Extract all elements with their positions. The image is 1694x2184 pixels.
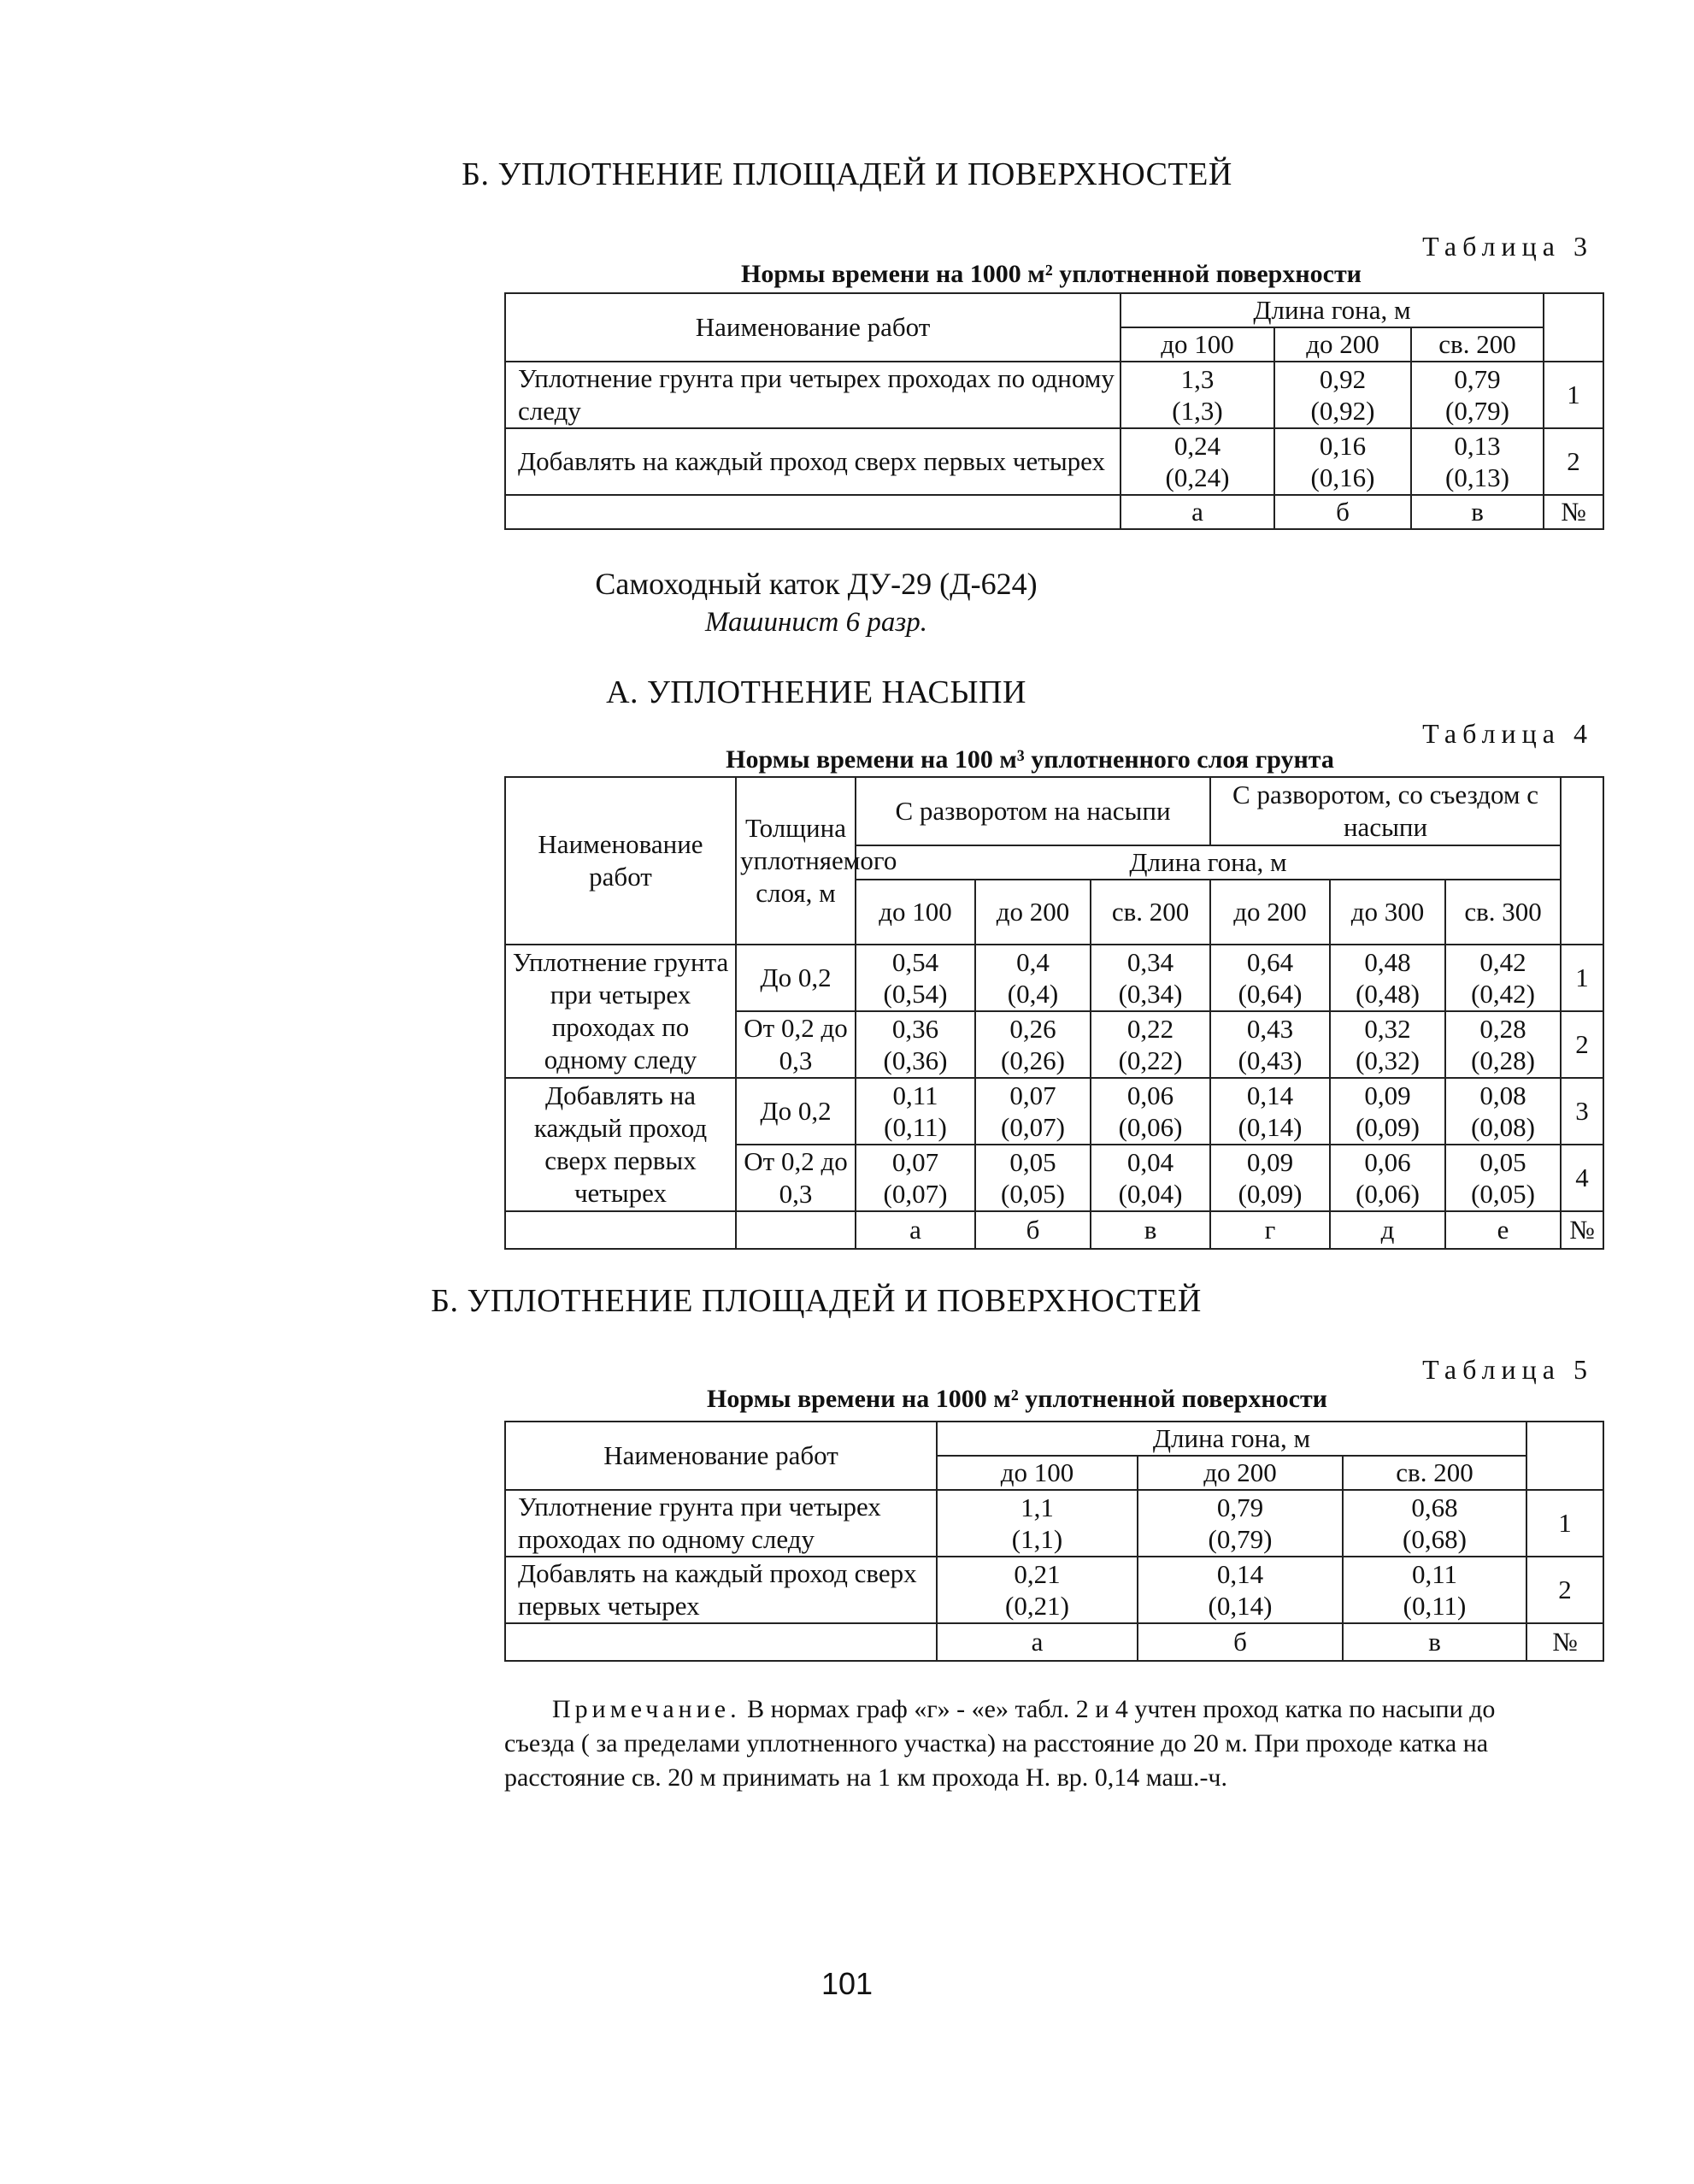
table4-cell: 0,04 (0,04) (1091, 1145, 1210, 1211)
table4-cell: 0,48 (0,48) (1330, 945, 1445, 1011)
table4-cell: 0,54 (0,54) (856, 945, 975, 1011)
table4-cell: 0,26 (0,26) (975, 1011, 1091, 1078)
table3-num-label: № (1544, 495, 1603, 529)
table4-cell: 0,06 (0,06) (1091, 1078, 1210, 1145)
table4-cell: 0,34 (0,34) (1091, 945, 1210, 1011)
table4-header-name: Наименование работ (505, 777, 736, 945)
table3-row-name: Добавлять на каждый проход сверх первых четырех (505, 428, 1121, 495)
table3-cell: 0,24 (0,24) (1121, 428, 1274, 495)
table4-cell: 0,42 (0,42) (1445, 945, 1561, 1011)
table5-cell: 1,1 (1,1) (937, 1490, 1138, 1557)
table5-caption: Нормы времени на 1000 м² уплотненной поверхности (707, 1385, 1327, 1413)
table4-caption: Нормы времени на 100 м³ уплотненного слоя грунта (726, 745, 1334, 774)
table5-col-1: до 100 (937, 1456, 1138, 1490)
table4-row-num: 2 (1561, 1011, 1603, 1078)
note (504, 1692, 1547, 1795)
table4-thick: До 0,2 (736, 945, 856, 1011)
table3-row-num: 1 (1544, 362, 1603, 428)
table4-letters-blank (505, 1211, 736, 1249)
table4-col-4: до 200 (1210, 880, 1330, 945)
table4 (504, 776, 1604, 1250)
machine-name: Самоходный каток ДУ-29 (Д-624) (595, 567, 1038, 601)
table4-col-1: до 100 (856, 880, 975, 945)
table5-row-name: Уплотнение грунта при четырех проходах по одному следу (505, 1490, 937, 1557)
table5-letter: в (1343, 1623, 1526, 1661)
table4-letter: г (1210, 1211, 1330, 1249)
table5-row-name: Добавлять на каждый проход сверх первых четырех (505, 1557, 937, 1623)
table3-cell: 0,92 (0,92) (1274, 362, 1411, 428)
table5-letter: а (937, 1623, 1138, 1661)
table4-letter: е (1445, 1211, 1561, 1249)
table5-letter: б (1138, 1623, 1343, 1661)
table4-group-name: Уплотнение грунта при четырех проходах по одному следу (505, 945, 736, 1078)
table4-cell: 0,07 (0,07) (856, 1145, 975, 1211)
table3-letters-blank (505, 495, 1121, 529)
table3-cell: 0,13 (0,13) (1411, 428, 1544, 495)
table3-cell: 1,3 (1,3) (1121, 362, 1274, 428)
table4-cell: 0,11 (0,11) (856, 1078, 975, 1145)
table3-caption: Нормы времени на 1000 м² уплотненной поверхности (741, 260, 1362, 288)
table4-cell: 0,07 (0,07) (975, 1078, 1091, 1145)
table4-thick: От 0,2 до 0,3 (736, 1011, 856, 1078)
table3 (504, 292, 1604, 530)
table4-header-group2: С разворотом, со съездом с насыпи (1210, 777, 1561, 845)
table4-letter: в (1091, 1211, 1210, 1249)
table4-header-num (1561, 777, 1603, 945)
table3-row-num: 2 (1544, 428, 1603, 495)
table4-row-num: 4 (1561, 1145, 1603, 1211)
table4-num-label: № (1561, 1211, 1603, 1249)
note-text: В нормах граф «г» - «е» табл. 2 и 4 учтен проход катка по насыпи до съезда ( за пределами уплотненного участка) на расстояние до 20 м. При проходе катка на расстояние св. 20 м принимать на 1 км прохода Н. вр. 0,14 маш.-ч. (504, 1695, 1496, 1792)
table4-header-thick: Толщина уплотняемого слоя, м (736, 777, 856, 945)
table3-letter: б (1274, 495, 1411, 529)
table5-row-num: 2 (1526, 1557, 1603, 1623)
table4-row-num: 3 (1561, 1078, 1603, 1145)
table5-col-3: св. 200 (1343, 1456, 1526, 1490)
table4-cell: 0,09 (0,09) (1210, 1145, 1330, 1211)
table3-label: Таблица 3 (1422, 231, 1593, 262)
table-row (505, 1078, 1603, 1145)
table4-cell: 0,05 (0,05) (975, 1145, 1091, 1211)
table-row (505, 945, 1603, 1011)
table4-col-3: св. 200 (1091, 880, 1210, 945)
table4-thick: От 0,2 до 0,3 (736, 1145, 856, 1211)
table5-cell: 0,14 (0,14) (1138, 1557, 1343, 1623)
table4-col-6: св. 300 (1445, 880, 1561, 945)
section-title-b1: Б. УПЛОТНЕНИЕ ПЛОЩАДЕЙ И ПОВЕРХНОСТЕЙ (462, 156, 1232, 192)
table3-cell: 0,79 (0,79) (1411, 362, 1544, 428)
table3-col-1: до 100 (1121, 327, 1274, 362)
table3-header-group: Длина гона, м (1121, 293, 1544, 327)
table5-num-label: № (1526, 1623, 1603, 1661)
table3-col-3: св. 200 (1411, 327, 1544, 362)
table4-col-2: до 200 (975, 880, 1091, 945)
table4-row-num: 1 (1561, 945, 1603, 1011)
table5-col-2: до 200 (1138, 1456, 1343, 1490)
table4-cell: 0,09 (0,09) (1330, 1078, 1445, 1145)
table5-cell: 0,11 (0,11) (1343, 1557, 1526, 1623)
table3-row-name: Уплотнение грунта при четырех проходах по одному следу (505, 362, 1121, 428)
page-number: 101 (821, 1966, 873, 2001)
table4-cell: 0,64 (0,64) (1210, 945, 1330, 1011)
table3-header-num (1544, 293, 1603, 362)
table4-cell: 0,08 (0,08) (1445, 1078, 1561, 1145)
table5-header-group: Длина гона, м (937, 1422, 1526, 1456)
table4-cell: 0,4 (0,4) (975, 945, 1091, 1011)
table4-letter: б (975, 1211, 1091, 1249)
table3-col-2: до 200 (1274, 327, 1411, 362)
table3-letter: а (1121, 495, 1274, 529)
table4-group-name: Добавлять на каждый проход сверх первых четырех (505, 1078, 736, 1211)
table4-cell: 0,14 (0,14) (1210, 1078, 1330, 1145)
table4-cell: 0,36 (0,36) (856, 1011, 975, 1078)
table4-label: Таблица 4 (1422, 718, 1593, 749)
table4-header-len: Длина гона, м (856, 845, 1561, 880)
section-title-a: А. УПЛОТНЕНИЕ НАСЫПИ (606, 674, 1026, 710)
table4-thick: До 0,2 (736, 1078, 856, 1145)
table4-cell: 0,06 (0,06) (1330, 1145, 1445, 1211)
table4-cell: 0,22 (0,22) (1091, 1011, 1210, 1078)
table-row (505, 428, 1603, 495)
table4-col-5: до 300 (1330, 880, 1445, 945)
machine-operator: Машинист 6 разр. (705, 607, 927, 638)
table-row (505, 1490, 1603, 1557)
table4-cell: 0,32 (0,32) (1330, 1011, 1445, 1078)
table5-letters-blank (505, 1623, 937, 1661)
table5-header-num (1526, 1422, 1603, 1490)
table3-cell: 0,16 (0,16) (1274, 428, 1411, 495)
note-label: Примечание. (552, 1695, 741, 1723)
table3-letter: в (1411, 495, 1544, 529)
table5-cell: 0,79 (0,79) (1138, 1490, 1343, 1557)
table-row (505, 1557, 1603, 1623)
table5-label: Таблица 5 (1422, 1354, 1593, 1385)
table5-row-num: 1 (1526, 1490, 1603, 1557)
table-row (505, 362, 1603, 428)
section-title-b2: Б. УПЛОТНЕНИЕ ПЛОЩАДЕЙ И ПОВЕРХНОСТЕЙ (431, 1283, 1202, 1319)
table5-cell: 0,21 (0,21) (937, 1557, 1138, 1623)
table4-letter: а (856, 1211, 975, 1249)
table5-cell: 0,68 (0,68) (1343, 1490, 1526, 1557)
table5-header-name: Наименование работ (505, 1422, 937, 1490)
table5 (504, 1421, 1604, 1662)
table4-letters-blank (736, 1211, 856, 1249)
table4-header-group1: С разворотом на насыпи (856, 777, 1210, 845)
table4-cell: 0,28 (0,28) (1445, 1011, 1561, 1078)
table4-letter: д (1330, 1211, 1445, 1249)
table4-cell: 0,05 (0,05) (1445, 1145, 1561, 1211)
table4-cell: 0,43 (0,43) (1210, 1011, 1330, 1078)
table3-header-name: Наименование работ (505, 293, 1121, 362)
